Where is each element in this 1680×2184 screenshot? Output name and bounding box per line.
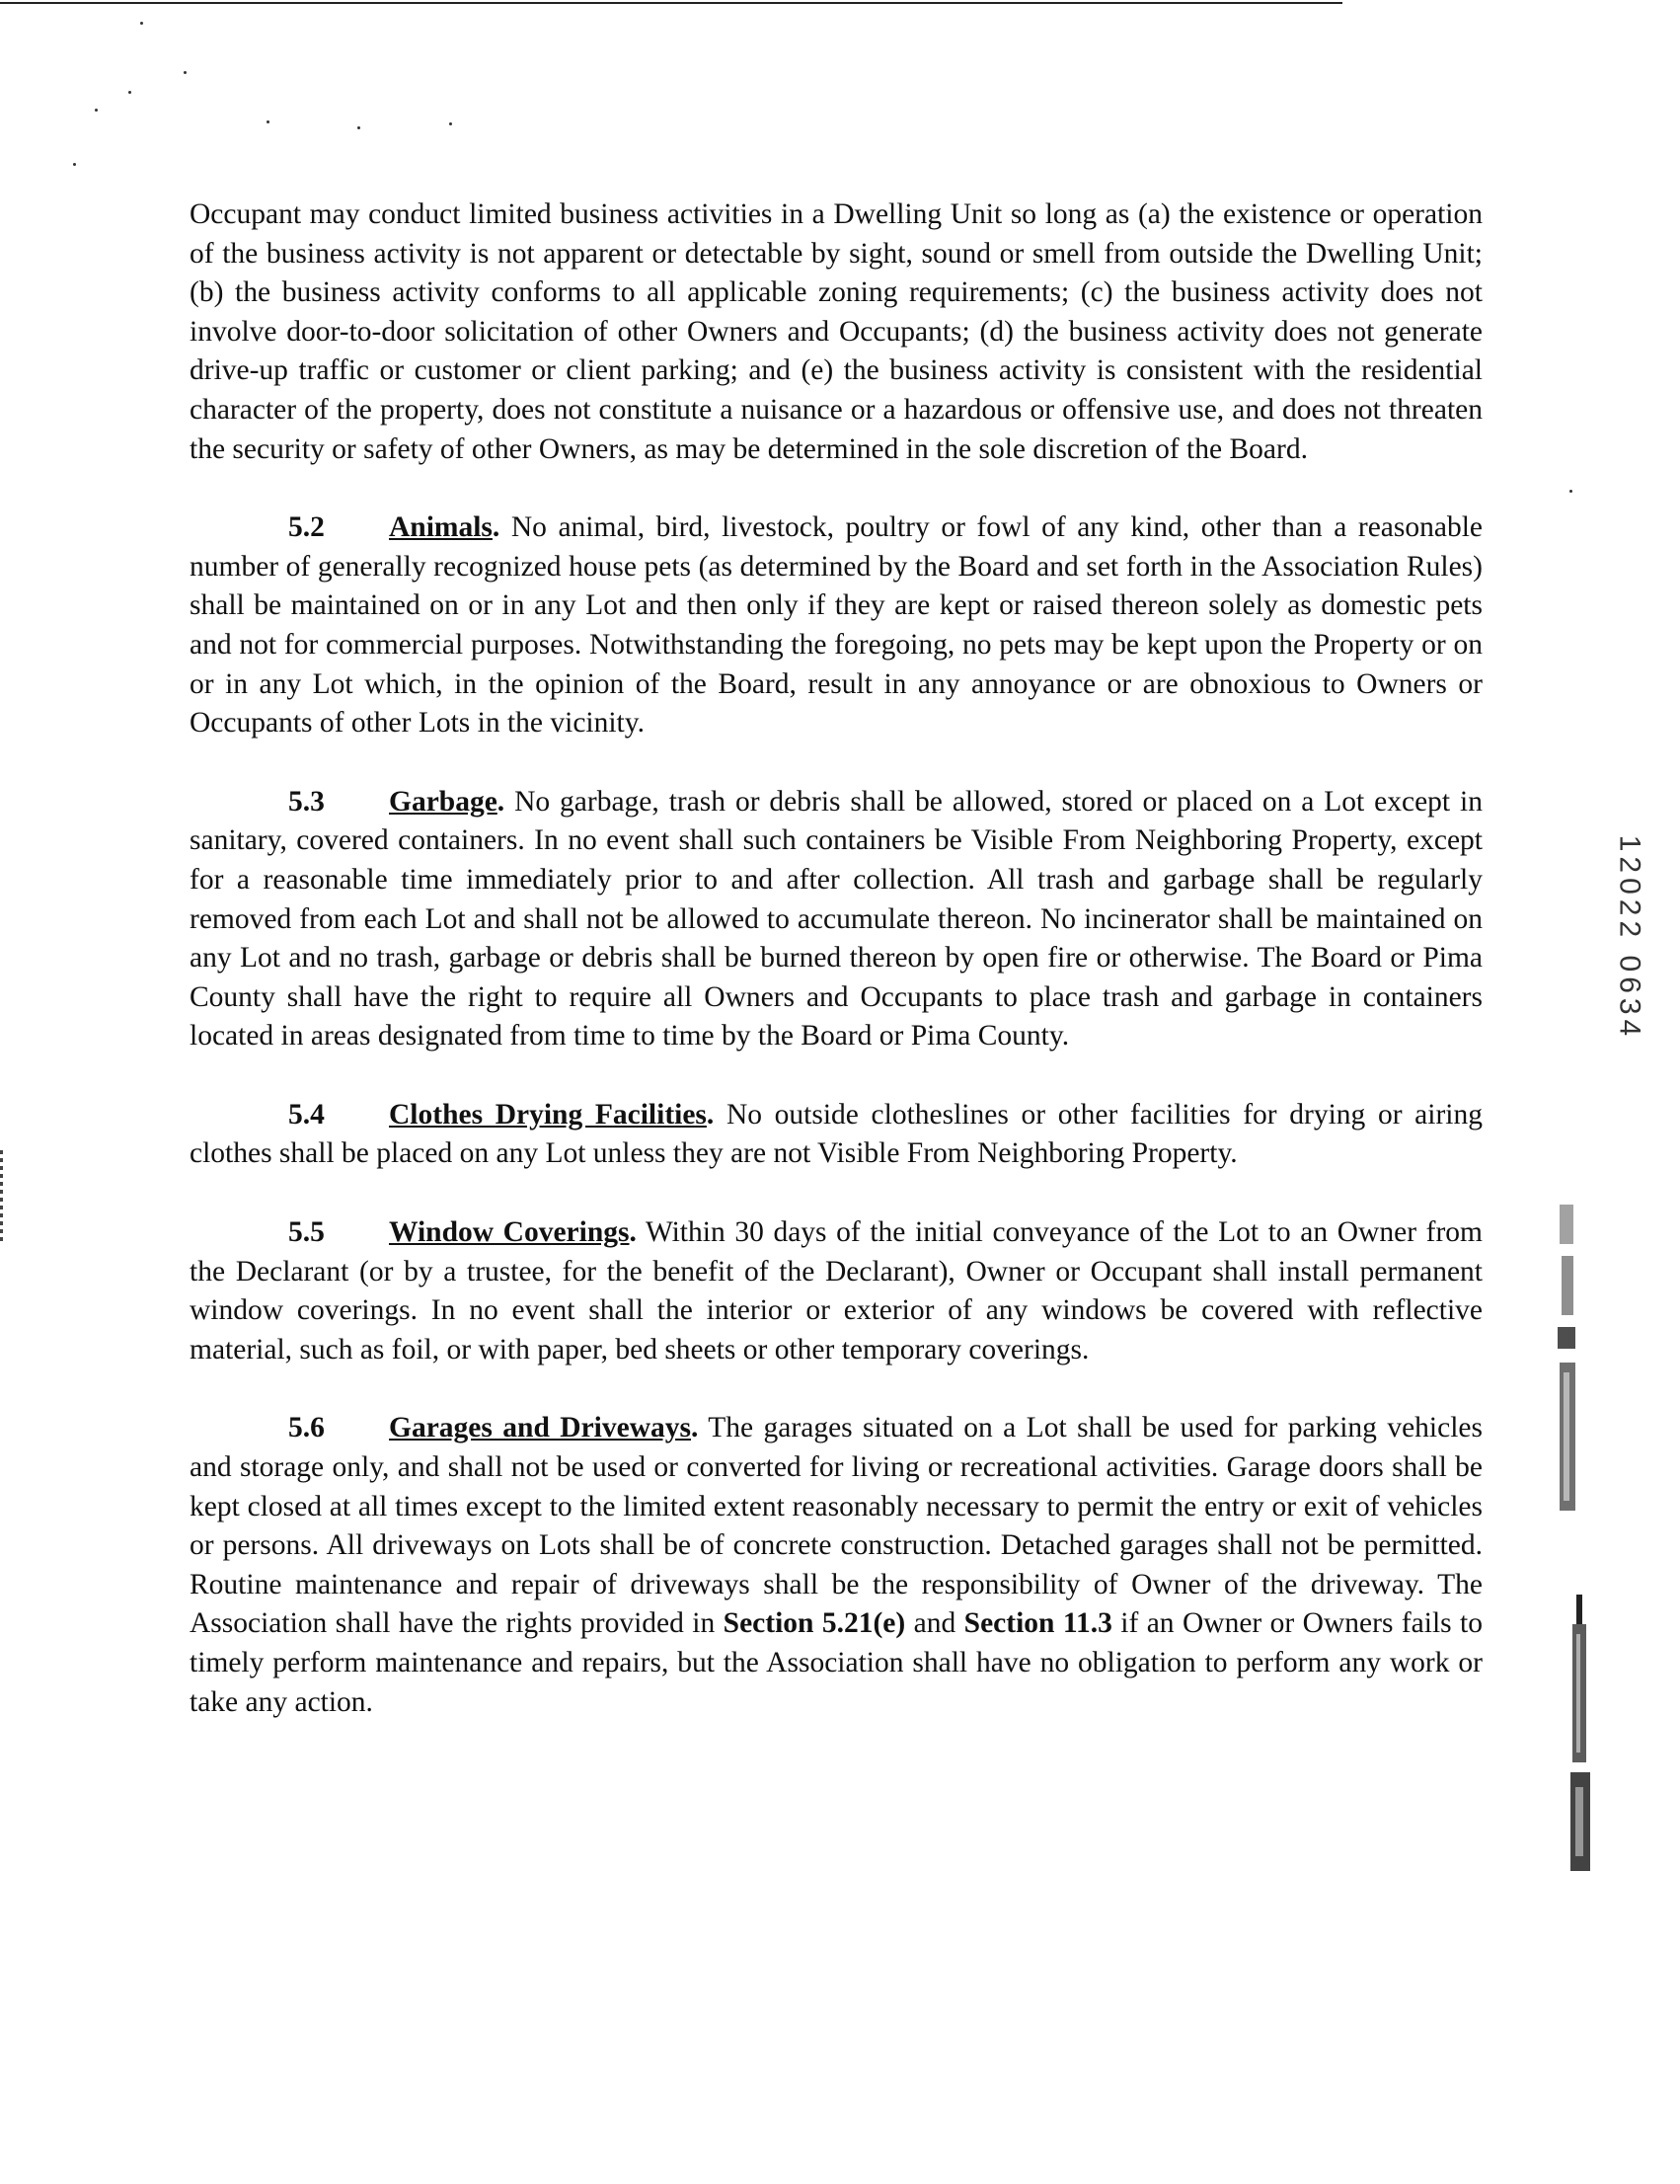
section-5-3: 5.3 Garbage. No garbage, trash or debris shall be allowed, stored or placed on a Lot except in sanitary, covered containers. In no event shall such containers be Visible From Neighboring Property, except for a reasonable time immediately prior to and after collection. All trash and garbage shall be regularly removed from each Lot and shall not be allowed to accumulate thereon. No incinerator shall be maintained on any Lot and no trash, garbage or debris shall be burned thereon by open fire or otherwise. The Board or Pima County shall have the right to require all Owners and Occupants to place trash and garbage in containers located in areas designated from time to time by the Board or Pima County. (190, 783, 1483, 1056)
section-5-4: 5.4 Clothes Drying Facilities. No outside clotheslines or other facilities for drying or airing clothes shall be placed on any Lot unless they are not Visible From Neighboring Property. (190, 1096, 1483, 1174)
scan-speck (95, 109, 98, 112)
section-5-2: 5.2 Animals. No animal, bird, livestock, poultry or fowl of any kind, other than a reasonable number of generally recognized house pets (as determined by the Board and set forth in the Association Rules) shall be maintained on or in any Lot and then only if they are kept or raised thereon solely as domestic pets and not for commercial purposes. Notwithstanding the foregoing, no pets may be kept upon the Property or on or in any Lot which, in the opinion of the Board, result in any annoyance or are obnoxious to Owners or Occupants of other Lots in the vicinity. (190, 508, 1483, 743)
section-number: 5.5 (288, 1216, 325, 1249)
section-5-5: 5.5 Window Coverings. Within 30 days of the initial conveyance of the Lot to an Owner from the Declarant (or by a trustee, for the benefit of the Declarant), Owner or Occupant shall install permanent window coverings. In no event shall the interior or exterior of any windows be covered with reflective material, such as foil, or with paper, bed sheets or other temporary coverings. (190, 1213, 1483, 1369)
section-text: Within 30 days of the initial conveyance of the Lot to an Owner from the Declarant (or by a trustee, for the benefit of the Declarant), Owner or Occupant shall install permanent window coverings. In no event shall the interior or exterior of any windows be covered with reflective material, such as foil, or with paper, bed sheets or other temporary coverings. (190, 1216, 1483, 1365)
section-text: No garbage, trash or debris shall be allowed, stored or placed on a Lot except in sanitary, covered containers. In no event shall such containers be Visible From Neighboring Property, except for a reasonable time immediately prior to and after collection. All trash and garbage shall be regularly removed from each Lot and shall not be allowed to accumulate thereon. No incinerator shall be maintained on any Lot and no trash, garbage or debris shall be burned thereon by open fire or otherwise. The Board or Pima County shall have the right to require all Owners and Occupants to place trash and garbage in containers located in areas designated from time to time by the Board or Pima County. (190, 785, 1483, 1053)
recorder-stamp-mark (1552, 1205, 1585, 1521)
section-title: Window Coverings (389, 1216, 630, 1249)
section-text: No outside clotheslines or other facilities for drying or airing clothes shall be placed on any Lot unless they are not Visible From Neighboring Property. (190, 1098, 1483, 1170)
scan-speck (1569, 490, 1572, 493)
section-title: Animals (389, 511, 493, 544)
section-text: if an Owner or Owners fails to timely perform maintenance and repairs, but the Association shall have no obligation to perform any work or take any action. (190, 1607, 1483, 1718)
margin-binding-marks (0, 1150, 3, 1244)
recorder-stamp-mark (1565, 1595, 1598, 1881)
section-5-6: 5.6 Garages and Driveways. The garages situated on a Lot shall be used for parking vehicles and storage only, and shall not be used or converted for living or recreational activities. Garage doors shall be kept closed at all times except to the limited extent reasonably necessary to permit the entry or exit of vehicles or persons. All driveways on Lots shall be of concrete construction. Detached garages shall not be permitted. Routine maintenance and repair of driveways shall be the responsibility of Owner of the driveway. The Association shall have the rights provided in Section 5.21(e) and Section 11.3 if an Owner or Owners fails to timely perform maintenance and repairs, but the Association shall have no obligation to perform any work or take any action. (190, 1409, 1483, 1722)
scan-speck (140, 22, 143, 25)
scan-speck (449, 122, 452, 125)
section-title: Garbage (389, 785, 497, 818)
document-body (190, 195, 1483, 1761)
scan-speck (128, 91, 131, 94)
top-border-line (0, 2, 1342, 4)
recording-number-text: 12022 0634 (1613, 834, 1645, 1042)
scan-speck (184, 71, 187, 74)
section-reference: Section 5.21(e) (723, 1607, 906, 1640)
section-number: 5.6 (288, 1412, 325, 1444)
scan-speck (73, 163, 76, 166)
section-text: The garages situated on a Lot shall be used for parking vehicles and storage only, and shall not be used or converted for living or recreational activities. Garage doors shall be kept closed at all times except to the limited extent reasonably necessary to permit the entry or exit of vehicles or persons. All driveways on Lots shall be of concrete construction. Detached garages shall not be permitted. Routine maintenance and repair of driveways shall be the responsibility of Owner of the driveway. The Association shall have the rights provided in (190, 1412, 1483, 1640)
section-text: and (905, 1607, 964, 1640)
section-number: 5.4 (288, 1098, 325, 1131)
section-number: 5.2 (288, 511, 325, 544)
intro-paragraph: Occupant may conduct limited business activities in a Dwelling Unit so long as (a) the existence or operation of the business activity is not apparent or detectable by sight, sound or smell from outside the Dwelling Unit; (b) the business activity conforms to all applicable zoning requirements; (c) the business activity does not involve door-to-door solicitation of other Owners and Occupants; (d) the business activity does not generate drive-up traffic or customer or client parking; and (e) the business activity is consistent with the residential character of the property, does not constitute a nuisance or a hazardous or offensive use, and does not threaten the security or safety of other Owners, as may be determined in the sole discretion of the Board. (190, 198, 1483, 465)
recording-number (1609, 810, 1648, 1066)
section-reference: Section 11.3 (963, 1607, 1112, 1640)
scan-speck (267, 120, 269, 123)
section-text: No animal, bird, livestock, poultry or fowl of any kind, other than a reasonable number of generally recognized house pets (as determined by the Board and set forth in the Association Rules) shall be maintained on or in any Lot and then only if they are kept or raised thereon solely as domestic pets and not for commercial purposes. Notwithstanding the foregoing, no pets may be kept upon the Property or on or in any Lot which, in the opinion of the Board, result in any annoyance or are obnoxious to Owners or Occupants of other Lots in the vicinity. (190, 511, 1483, 740)
section-title: Garages and Driveways (389, 1412, 691, 1444)
section-title: Clothes Drying Facilities (389, 1098, 707, 1131)
scan-speck (357, 126, 360, 129)
section-number: 5.3 (288, 785, 325, 818)
